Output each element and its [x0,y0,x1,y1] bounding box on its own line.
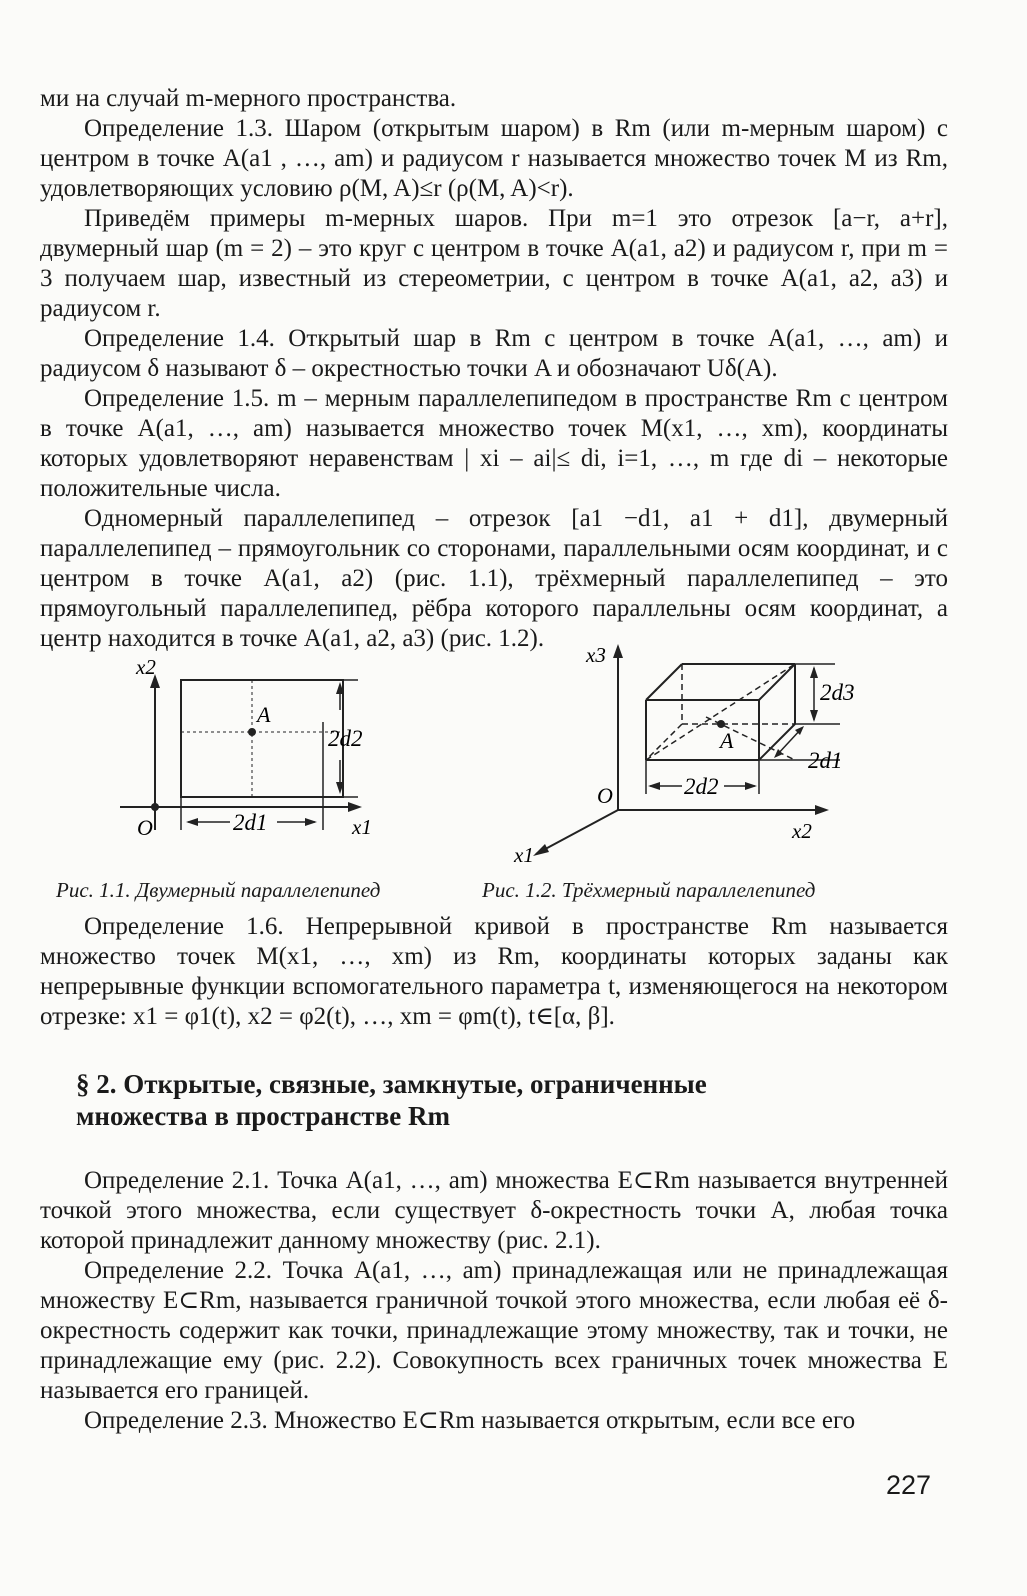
figures-row [40,643,948,912]
definition-1-5: Определение 1.5. m – мерным параллелепипедом в пространстве Rm с центром в точке A(a1, …, am) называется множество точек M(x1, …, xm), координаты которых удовлетворяют неравенствам | xi – ai|≤ di, i=1, …, m где di – некоторые положительные числа. [40,385,948,502]
definition-2-2: Определение 2.2. Точка A(a1, …, am) принадлежащая или не принадлежащая множеству E⊂Rm, называется граничной точкой этого множества, если любая её δ-окрестность содержит как точки, принадлежащие этому множеству, так и точки, не принадлежащие ему (рис. 2.2). Совокупность всех граничных точек множества E называется его границей. [40,1257,948,1404]
fig1-origin-label: O [137,815,153,840]
fig2-x1-label: x1 [514,843,534,867]
page-number: 227 [886,1470,932,1500]
paragraph-balls: Приведём примеры m-мерных шаров. При m=1 это отрезок [a−r, a+r], двумерный шар (m = 2) – это круг с центром в точке A(a1, a2) и радиусом r, при m = 3 получаем шар, известный из стереометрии, с центром в точке A(a1, a2, a3) и радиусом r. [40,205,948,322]
figure-1-1-caption: Рис. 1.1. Двумерный параллелепипед [56,878,381,902]
paragraph-0: ми на случай m-мерного пространства. [40,85,457,112]
page-body [40,84,948,1436]
fig2-2d2-label: 2d2 [684,774,719,799]
definition-1-6: Определение 1.6. Непрерывной кривой в пространстве Rm называется множество точек M(x1, …, xm) из Rm, координаты которых заданы как непрерывные функции вспомогательного параметра t, изменяющегося на некотором отрезке: x1 = φ1(t), x2 = φ2(t), …, xm = φm(t), t∈[α, β]. [40,913,948,1030]
figure-1-2-caption: Рис. 1.2. Трёхмерный параллелепипед [482,878,816,902]
section-heading-line-1: § 2. Открытые, связные, замкнутые, ограниченные [76,1069,707,1099]
section-heading-line-2: множества в пространстве Rm [76,1101,450,1131]
fig2-origin-label: O [597,783,613,808]
definition-2-3: Определение 2.3. Множество E⊂Rm называется открытым, если все его [84,1407,856,1434]
fig2-x3-label: x3 [586,643,606,667]
fig1-2d1-label: 2d1 [233,810,268,835]
fig1-x1-label: x1 [352,815,372,839]
fig1-2d2-label: 2d2 [328,726,363,751]
figure-1-2-diagram [40,643,948,874]
section-heading [76,1068,948,1132]
fig2-center-label: A [720,728,734,753]
fig1-center-label: A [257,702,271,727]
fig2-2d1-label: 2d1 [808,748,843,773]
fig2-x2-label: x2 [792,819,812,843]
paragraph-parallelepipeds: Одномерный параллелепипед – отрезок [a1 −d1, a1 + d1], двумерный параллелепипед – прямоугольник со сторонами, параллельными осям координат, и с центром в точке A(a1, a2) (рис. 1.1), трёхмерный параллелепипед – это прямоугольный параллелепипед, рёбра которого параллельны осям координат, а центр находится в точке A(a1, a2, a3) (рис. 1.2). [40,505,948,652]
fig1-x2-label: x2 [136,655,156,679]
definition-2-1: Определение 2.1. Точка A(a1, …, am) множества E⊂Rm называется внутренней точкой этого множества, если существует δ-окрестность точки A, любая точка которой принадлежит данному множеству (рис. 2.1). [40,1167,948,1254]
fig2-2d3-label: 2d3 [820,680,855,705]
definition-1-3: Определение 1.3. Шаром (открытым шаром) в Rm (или m-мерным шаром) с центром в точке A(a1 , …, am) и радиусом r называется множество точек M из Rm, удовлетворяющих условию ρ(M, A)≤r (ρ(M, A)<r). [40,115,948,202]
definition-1-4: Определение 1.4. Открытый шар в Rm с центром в точке A(a1, …, am) и радиусом δ называют δ – окрестностью точки A и обозначают Uδ(A). [40,325,948,382]
